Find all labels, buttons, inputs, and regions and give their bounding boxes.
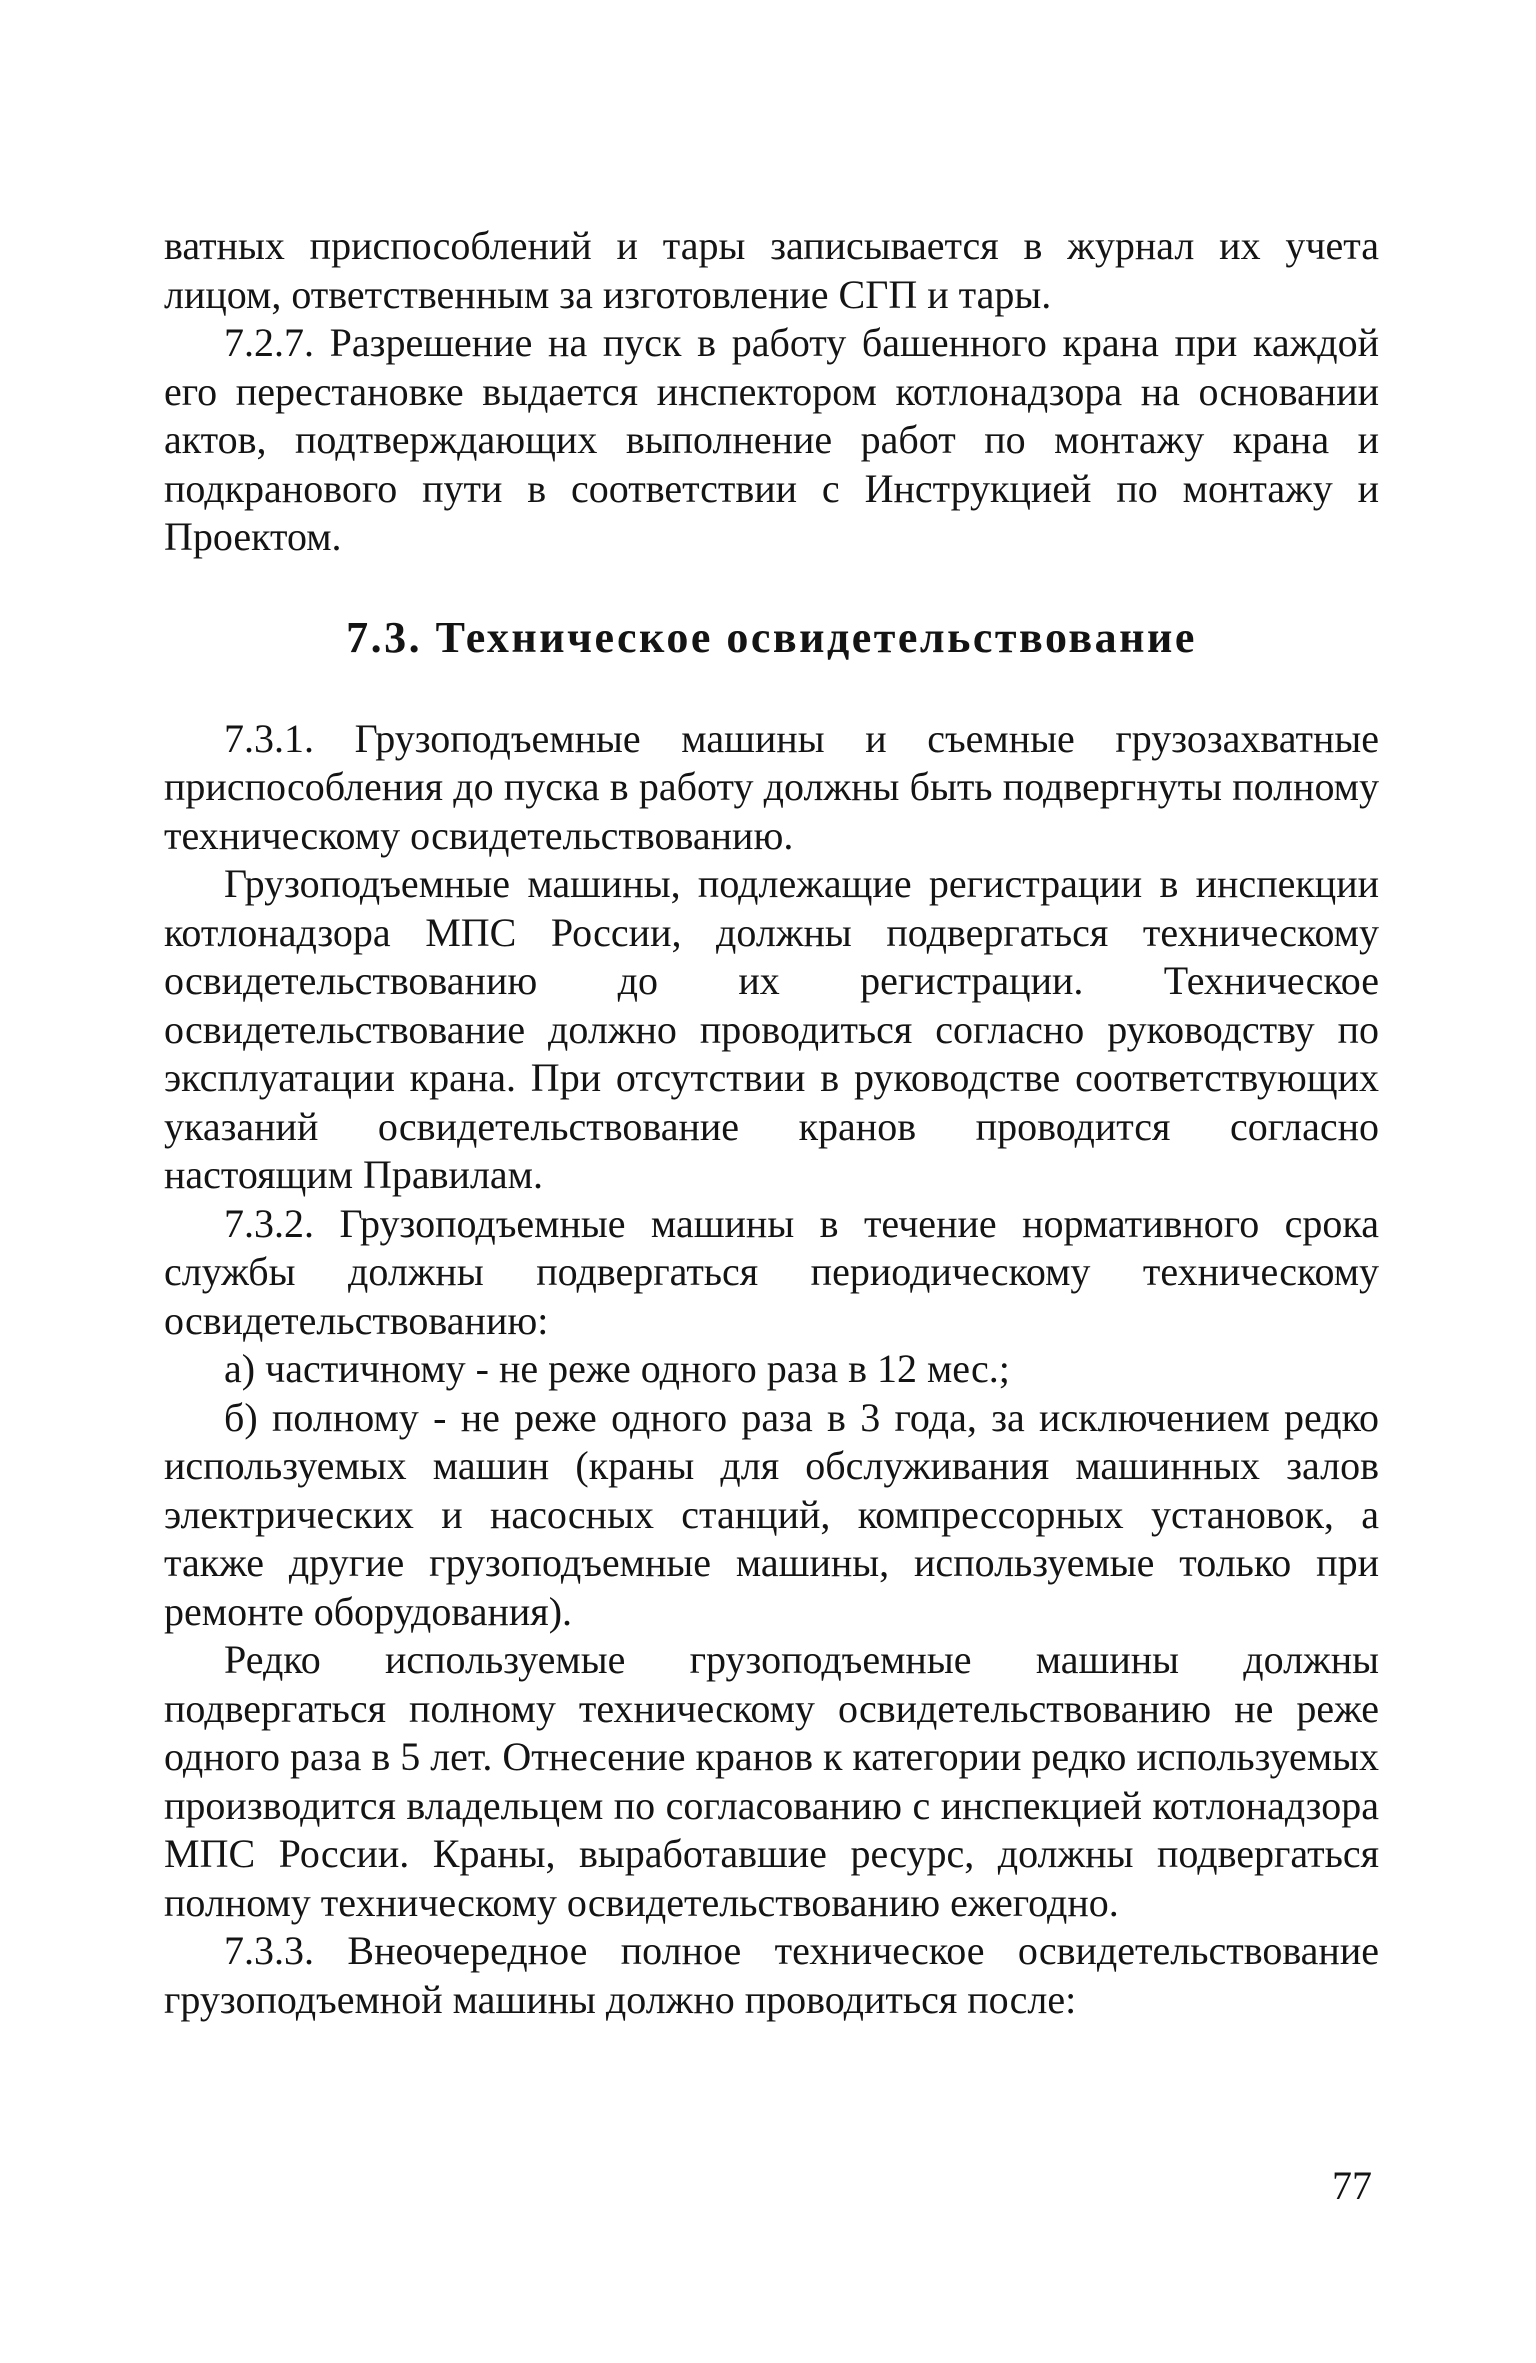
page-body	[164, 222, 1379, 2024]
list-item-b: б) полному - не реже одного раза в 3 года, за исключением редко используемых машин (краны для обслуживания машинных залов электрических и насосных станций, компрессорных установок, а также другие грузоподъемные машины, используемые только при ремонте оборудования).	[164, 1394, 1379, 1634]
paragraph-7-3-3: 7.3.3. Внеочередное полное техническое освидетельствование грузоподъемной машины должно проводиться после:	[164, 1928, 1379, 2022]
paragraph-7-2-7: 7.2.7. Разрешение на пуск в работу башенного крана при каждой его перестановке выдается инспектором котлонадзора на основании актов, подтверждающих выполнение работ по монтажу крана и подкранового пути в соответствии с Инструкцией по монтажу и Проектом.	[164, 320, 1379, 559]
paragraph-rarely-used: Редко используемые грузоподъемные машины должны подвергаться полному техническому освидетельствованию не реже одного раза в 5 лет. Отнесение кранов к категории редко используемых производится владельцем по согласованию с инспекцией котлонадзора МПС России. Краны, выработавшие ресурс, должны подвергаться полному техническому освидетельствованию ежегодно.	[164, 1637, 1379, 1925]
paragraph-7-3-1: 7.3.1. Грузоподъемные машины и съемные грузозахватные приспособления до пуска в работу должны быть подвергнуты полному техническому освидетельствованию.	[164, 715, 1379, 858]
paragraph-7-3-2: 7.3.2. Грузоподъемные машины в течение нормативного срока службы должны подвергаться периодическому техническому освидетельствованию:	[164, 1200, 1379, 1343]
section-heading: 7.3. Техническое освидетельствование	[346, 612, 1197, 662]
paragraph-continuation: ватных приспособлений и тары записывается в журнал их учета лицом, ответственным за изготовление СГП и тары.	[164, 223, 1379, 317]
paragraph-registration: Грузоподъемные машины, подлежащие регистрации в инспекции котлонадзора МПС России, должны подвергаться техническому освидетельствованию до их регистрации. Техническое освидетельствование должно проводиться согласно руководству по эксплуатации крана. При отсутствии в руководстве соответствующих указаний освидетельствование кранов проводится согласно настоящим Правилам.	[164, 861, 1379, 1197]
list-item-a: а) частичному - не реже одного раза в 12 мес.;	[224, 1346, 1010, 1391]
page-number: 77	[1332, 2163, 1372, 2208]
